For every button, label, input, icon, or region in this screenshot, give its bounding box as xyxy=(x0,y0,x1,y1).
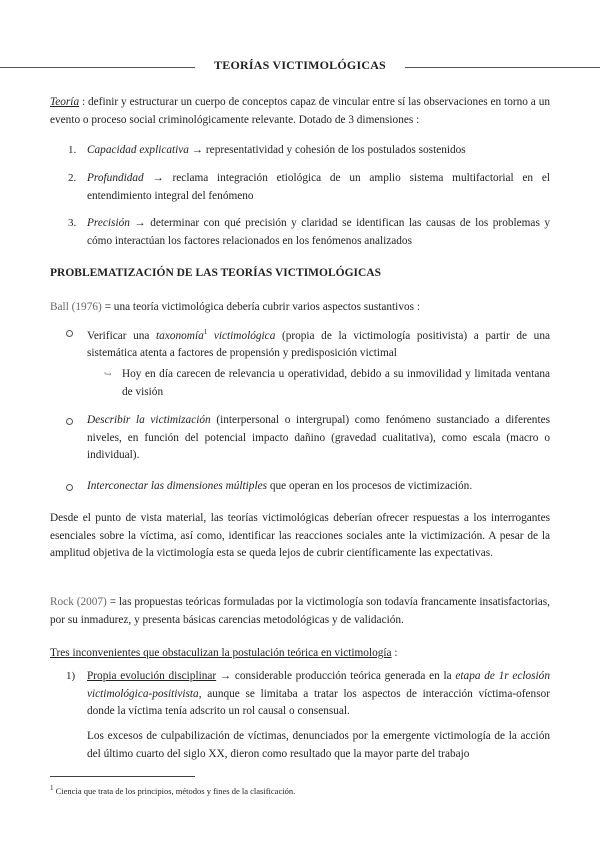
dimension-number: 1. xyxy=(68,144,77,156)
footnote-rule xyxy=(50,776,195,777)
dimension-name: Precisión xyxy=(87,217,130,229)
inconvenience-text: → considerable producción teórica generada en la xyxy=(216,670,456,682)
inconvenience-text: , aunque se limitaba a tratar los aspectos de interacción víctima-ofensor donde la víctima tenía adscrito un rol causal o consensual. xyxy=(87,687,550,717)
dimension-name: Capacidad explicativa xyxy=(87,144,189,156)
aspect-term: Interconectar las dimensiones múltiples xyxy=(87,480,267,492)
ball-paragraph xyxy=(50,299,550,317)
inconvenience-term: Propia evolución disciplinar xyxy=(87,670,217,682)
inconvenience-number: 1) xyxy=(66,670,76,682)
sub-arrow-icon: ↪ xyxy=(104,369,112,379)
excesos-paragraph: Los excesos de culpabilización de víctimas, denunciados por la emergente victimología de la acción del último cuarto del siglo XX, dieron como resultado que la mayor parte del trabajo xyxy=(87,730,550,760)
dimension-item xyxy=(87,215,550,250)
aspect-term: taxonomía xyxy=(156,329,204,342)
dimension-text: → representatividad y cohesión de los postulados sostenidos xyxy=(188,144,466,156)
aspect-subitem: Hoy en día carecen de relevancia u operatividad, debido a su inmovilidad y limitada ventana de visión xyxy=(122,368,550,398)
dimension-text: → reclama integración etiológica de un amplio sistema multifactorial en el entendimiento integral del fenómeno xyxy=(87,172,550,202)
dimension-name: Profundidad xyxy=(87,172,144,184)
aspect-term: victimológica xyxy=(207,329,276,342)
title-rule-right xyxy=(405,67,600,68)
bullet-icon xyxy=(66,330,73,337)
rock-paragraph xyxy=(50,594,550,629)
inconvenience-item xyxy=(87,668,550,721)
material-paragraph: Desde el punto de vista material, las teorías victimológicas deberían ofrecer respuestas a los interrogantes esenciales sobre la víctima, así como, identificar las reacciones sociales ante la victimización. A pesar de la amplitud objetiva de la victimología esta se queda lejos de cubrir científicamente las expectativas. xyxy=(50,512,550,559)
footnote xyxy=(50,782,550,797)
heading-colon: : xyxy=(391,647,398,659)
inconveniences-heading-text: Tres inconvenientes que obstaculizan la postulación teórica en victimología xyxy=(50,647,392,659)
section-heading: PROBLEMATIZACIÓN DE LAS TEORÍAS VICTIMOLÓGICAS xyxy=(50,267,382,279)
aspect-item-taxonomy xyxy=(87,324,550,363)
aspect-text: Verificar una xyxy=(87,329,157,342)
aspect-item-interconnect xyxy=(87,478,550,496)
aspect-item-describe xyxy=(87,412,550,465)
inconveniences-heading xyxy=(50,645,550,663)
footnote-text: Ciencia que trata de los principios, métodos y fines de la clasificación. xyxy=(53,785,296,796)
aspect-text: que operan en los procesos de victimización. xyxy=(267,480,473,492)
footnote-mark: 1 xyxy=(50,784,54,792)
dimension-number: 2. xyxy=(68,172,77,184)
ball-text: = una teoría victimológica debería cubrir varios aspectos sustantivos : xyxy=(101,301,420,313)
aspect-text: (propia de la victimología positivista) a partir de una sistemática atenta a factores de propensión y predisposición victimal xyxy=(87,329,550,360)
dimension-item xyxy=(87,170,550,205)
aspect-text: (interpersonal o intergrupal) como fenómeno sustanciado a diferentes niveles, en función del potencial impacto dañino (gravedad cualitativa), como escala (macro o individual). xyxy=(87,414,550,461)
intro-text: : definir y estructurar un cuerpo de conceptos capaz de vincular entre sí las observaciones en torno a un evento o proceso social criminológicamente relevante. Dotado de 3 dimensiones : xyxy=(50,96,550,126)
rock-text: = las propuestas teóricas formuladas por la victimología son todavía francamente insatisfactorias, por su inmadurez, y presenta básicas carencias metodológicas y de validación. xyxy=(50,596,550,626)
intro-term: Teoría xyxy=(50,96,80,108)
dimension-number: 3. xyxy=(68,217,77,229)
page-title: TEORÍAS VICTIMOLÓGICAS xyxy=(214,58,386,72)
dimension-text: → determinar con qué precisión y claridad se identifican las causas de los problemas y cómo interactúan los factores relacionados en los fenómenos analizados xyxy=(87,217,550,247)
inconvenience-stage: etapa de 1r eclosión victimológica-positivista xyxy=(87,670,550,700)
bullet-icon xyxy=(66,484,73,491)
bullet-icon xyxy=(66,418,73,425)
rock-author: Rock (2007) xyxy=(50,596,107,608)
aspect-term: Describir la victimización xyxy=(87,414,211,426)
ball-author: Ball (1976) xyxy=(50,301,102,313)
footnote-ref: 1 xyxy=(203,328,208,336)
intro-paragraph xyxy=(50,94,550,129)
dimension-item xyxy=(87,142,550,160)
